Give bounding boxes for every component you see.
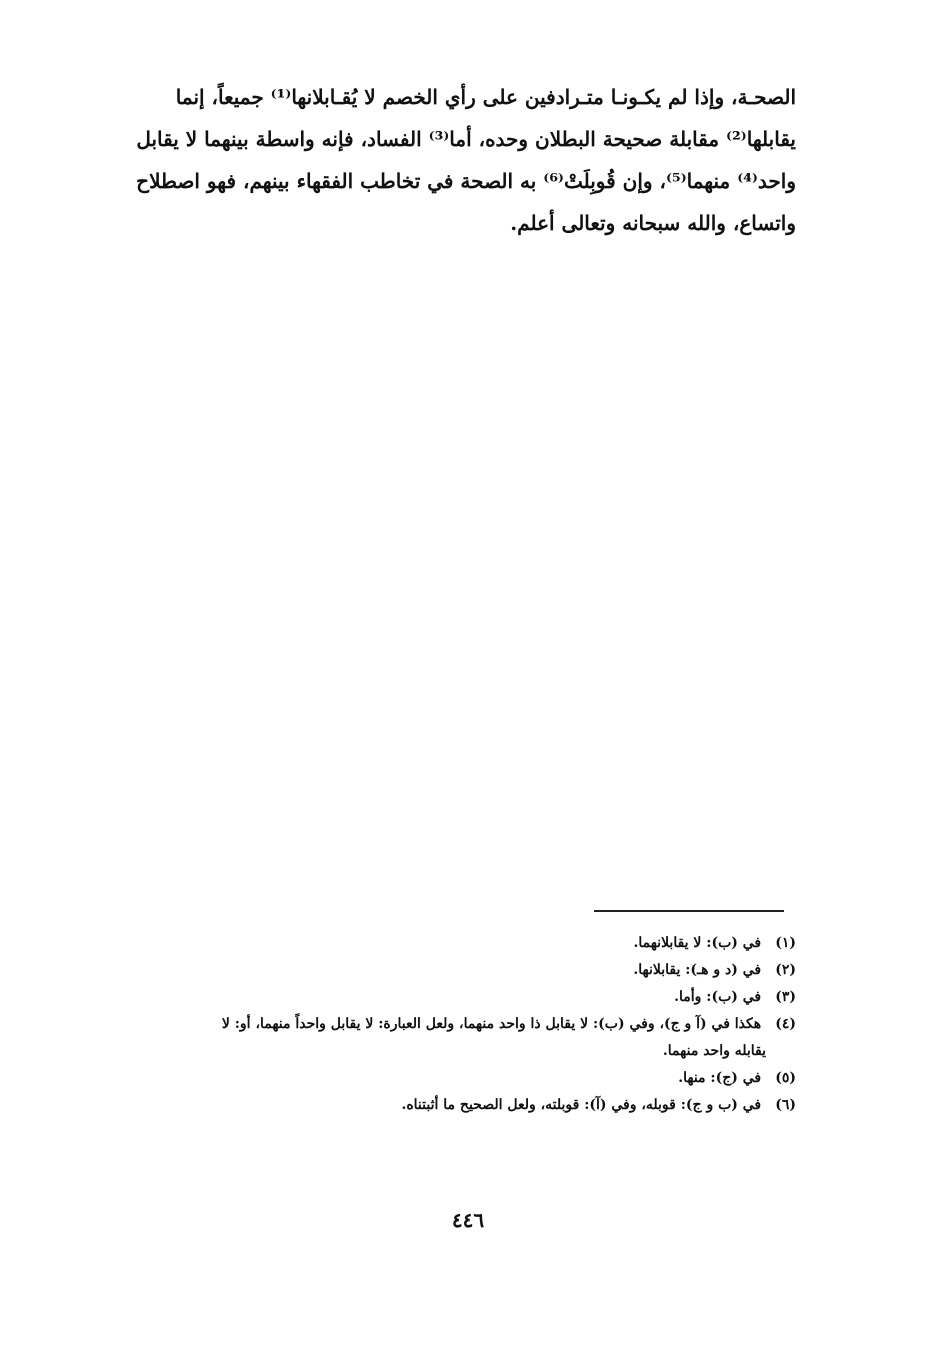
footnote-separator (594, 910, 784, 912)
footnote (80, 1092, 796, 1119)
page-number: ٤٤٦ (451, 1208, 485, 1232)
text-line: الصحـة، وإذا لم يكـونـا متـرادفين على رأي الخصم لا يُقـابلانها⁽¹⁾ جميعاً، إنما (175, 85, 796, 109)
footnote-number: (٢) (775, 962, 796, 978)
footnotes (80, 930, 796, 1119)
footnote-text: في (ج): منها. (678, 1070, 762, 1086)
footnote-continuation: يقابله واحد منهما. (662, 1043, 766, 1059)
footnote (80, 1011, 796, 1065)
footnote-number: (٥) (775, 1070, 796, 1086)
footnote (80, 1065, 796, 1092)
footnote-number: (٦) (775, 1097, 796, 1113)
footnote-text: في (ب): وأما. (674, 989, 762, 1005)
footnote-text: في (ب و ج): قوبله، وفي (آ): قوبلته، ولعل الصحيح ما أثبتناه. (401, 1097, 762, 1113)
text-line: يقابلها⁽²⁾ مقابلة صحيحة البطلان وحده، أما⁽³⁾ الفساد، فإنه واسطة بينهما لا يقابل (136, 127, 796, 151)
text-line: واتساع، والله سبحانه وتعالى أعلم. (510, 211, 796, 235)
footnote (80, 984, 796, 1011)
footnote-text: في (د و هـ): يقابلانها. (633, 962, 762, 978)
main-text-block (80, 76, 796, 244)
footnote (80, 930, 796, 957)
footnote-text: هكذا في (آ و ج)، وفي (ب): لا يقابل ذا واحد منهما، ولعل العبارة: لا يقابل واحداً منهما، أو: لا (221, 1016, 762, 1032)
footnote-number: (١) (775, 935, 796, 951)
footnote (80, 957, 796, 984)
footnote-text: في (ب): لا يقابلانهما. (633, 935, 762, 951)
footnote-number: (٤) (775, 1016, 796, 1032)
footnote-number: (٣) (775, 989, 796, 1005)
text-line: واحد⁽⁴⁾ منهما⁽⁵⁾، وإن قُوبِلَتْ⁽⁶⁾ به الصحة في تخاطب الفقهاء بينهم، فهو اصطلاح (136, 169, 796, 193)
